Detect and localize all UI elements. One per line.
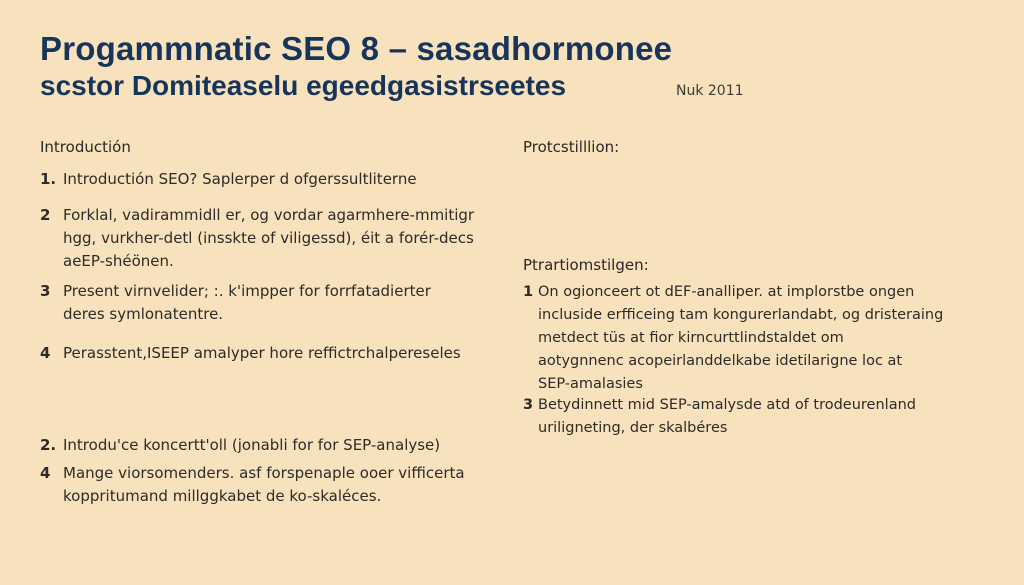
page-subtitle: scstor Domiteaselu egeedgasistrseetes <box>40 70 567 101</box>
left-section-heading: Introductión <box>40 138 131 156</box>
item-text: Mange viorsomenders. asf forspenaple ooer vifficerta koppritumand millggkabet de ko-skaléces. <box>63 464 465 505</box>
item-text: Present virnvelider; :. k'impper for forrfatadierter deres symlonatentre. <box>63 282 431 323</box>
page-title: Progammnatic SEO 8 – sasadhormonee <box>40 30 673 67</box>
item-text: Introductión SEO? Saplerper d ofgerssultliterne <box>63 170 417 188</box>
item-number: 2. <box>40 436 57 454</box>
list-item <box>40 342 461 365</box>
item-number: 4 <box>40 464 51 482</box>
list-item <box>40 462 465 508</box>
list-item <box>523 281 943 396</box>
item-text: Forklal, vadirammidll er, og vordar agarmhere-mmitigr hgg, vurkher-detl (insskte of viligessd), éit a forér-decs aeEP-shéönen. <box>63 206 475 270</box>
right-section-heading: Protcstilllion: <box>523 138 620 156</box>
item-number: 1. <box>40 170 57 188</box>
item-text: Perasstent,ISEEP amalyper hore reffictrchalpereseles <box>63 344 461 362</box>
list-item <box>40 168 417 191</box>
item-text: Introdu'ce koncertt'oll (jonabli for for SEP-analyse) <box>63 436 441 454</box>
list-item <box>40 434 440 457</box>
item-number: 4 <box>40 344 51 362</box>
list-item <box>40 280 431 326</box>
right-subsection-heading: Ptrartiomstilgen: <box>523 256 649 274</box>
list-item <box>523 394 916 440</box>
item-number: 3 <box>523 397 534 413</box>
item-number: 3 <box>40 282 51 300</box>
item-text: On ogionceert ot dEF-analliper. at implorstbe ongen incluside erfficeing tam kongurerlandabt, og dristeraing metdect tüs at fior kirncurttlindstaldet om aotygnnenc acopeirlanddelkabe idetilarigne loc at SEP-amalasies <box>538 284 944 392</box>
list-item <box>40 204 474 273</box>
date-label: Nuk 2011 <box>676 83 744 99</box>
item-text: Betydinnett mid SEP-amalysde atd of trodeurenland uriligneting, der skalbéres <box>538 397 916 436</box>
item-number: 2 <box>40 206 51 224</box>
item-number: 1 <box>523 284 534 300</box>
